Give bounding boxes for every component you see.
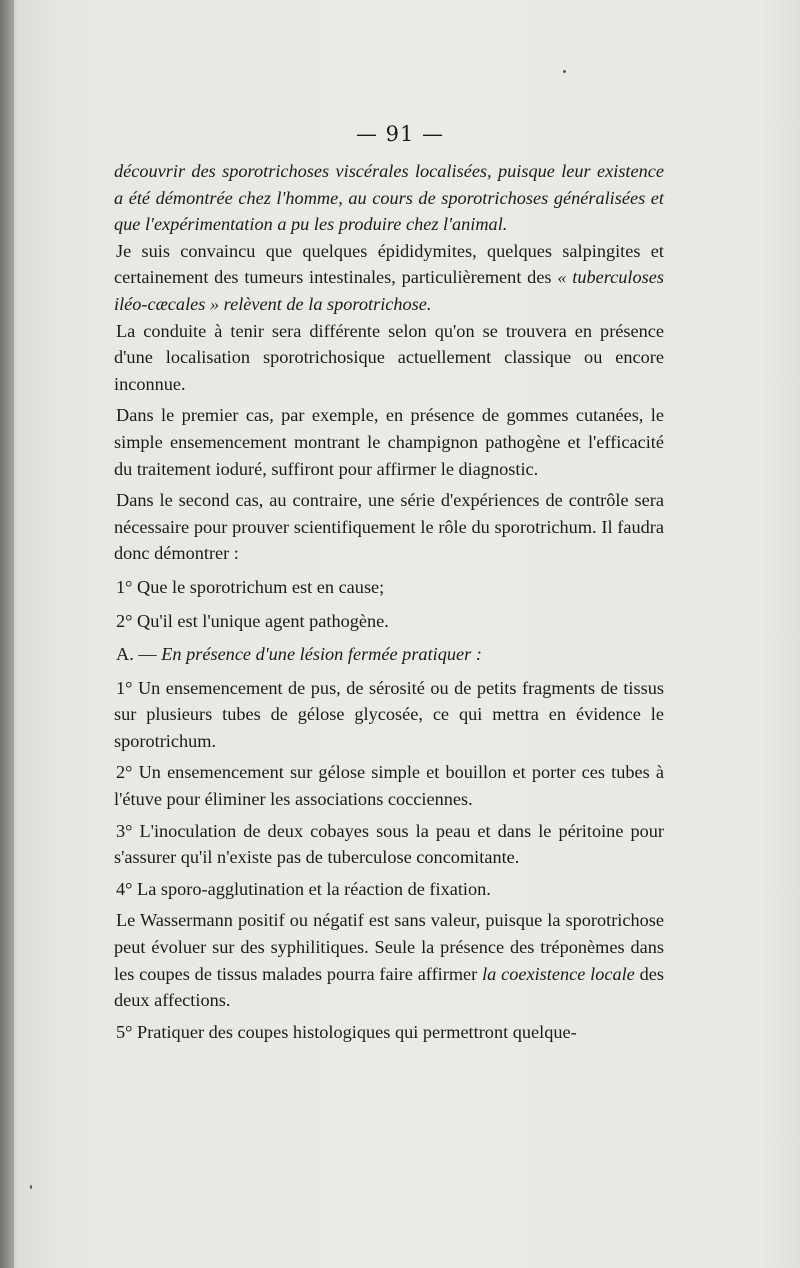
- paragraph-5: Dans le second cas, au contraire, une série d'expériences de contrôle sera nécessaire pour prouver scientifiquement le rôle du sporotrichum. Il faudra donc démontrer :: [114, 490, 664, 564]
- step-1: 1° Un ensemencement de pus, de sérosité ou de petits fragments de tissus sur plusieurs tubes de gélose glycosée, ce qui mettra en évidence le sporotrichum.: [114, 677, 664, 751]
- step-5: 5° Pratiquer des coupes histologiques qui permettront quelque-: [116, 1021, 577, 1042]
- book-spine-shadow: [0, 0, 14, 1268]
- paragraph-4: Dans le premier cas, par exemple, en présence de gommes cutanées, le simple ensemencement montrant le champignon pathogène et l'efficacité du traitement ioduré, suffiront pour affirmer le diagnostic.: [114, 405, 664, 479]
- paragraph-2: [114, 238, 664, 318]
- paper-speck: [563, 70, 566, 73]
- paragraph-6-italic: la coexistence locale: [482, 963, 635, 984]
- paragraph-6-end: des deux affections.: [114, 963, 664, 1011]
- section-a-italic: En présence d'une lésion fermée pratiquer :: [161, 644, 482, 665]
- paragraph-6-start: Le Wassermann positif ou négatif est sans valeur, puisque la sporotrichose peut évoluer sur des syphilitiques. Seule la présence des tréponèmes dans les coupes de tissus malades pourra faire affirmer: [114, 910, 664, 984]
- page-body: [114, 158, 664, 1045]
- section-a-label: A. —: [116, 644, 157, 665]
- list-item-1: 1° Que le sporotrichum est en cause;: [116, 576, 385, 597]
- paragraph-3: La conduite à tenir sera différente selon qu'on se trouvera en présence d'une localisation sporotrichosique actuellement classique ou encore inconnue.: [114, 320, 664, 394]
- paragraph-6: [114, 907, 664, 1013]
- page-number: — 91 —: [355, 122, 445, 146]
- paragraph-2-italic: « tuberculoses iléo-cæcales » relèvent de la sporotrichose.: [114, 267, 664, 314]
- paragraph-2-text: Je suis convaincu que quelques épididymites, quelques salpingites et certainement des tumeurs intestinales, particulièrement des: [114, 240, 664, 288]
- paper-speck: [30, 1185, 32, 1189]
- step-4: 4° La sporo-agglutination et la réaction de fixation.: [116, 878, 491, 899]
- paragraph-1-text: découvrir des sporotrichoses viscérales localisées, puisque leur existence a été démontrée chez l'homme, au cours de sporotrichoses généralisées et que l'expérimentation a pu les produire chez l'animal.: [114, 161, 664, 235]
- step-3: 3° L'inoculation de deux cobayes sous la peau et dans le péritoine pour s'assurer qu'il n'existe pas de tuberculose concomitante.: [114, 820, 664, 868]
- step-2: 2° Un ensemencement sur gélose simple et bouillon et porter ces tubes à l'étuve pour éliminer les associations cocciennes.: [114, 762, 664, 810]
- paragraph-1: [114, 158, 664, 238]
- list-item-2: 2° Qu'il est l'unique agent pathogène.: [116, 610, 389, 631]
- section-a-heading: [114, 641, 664, 668]
